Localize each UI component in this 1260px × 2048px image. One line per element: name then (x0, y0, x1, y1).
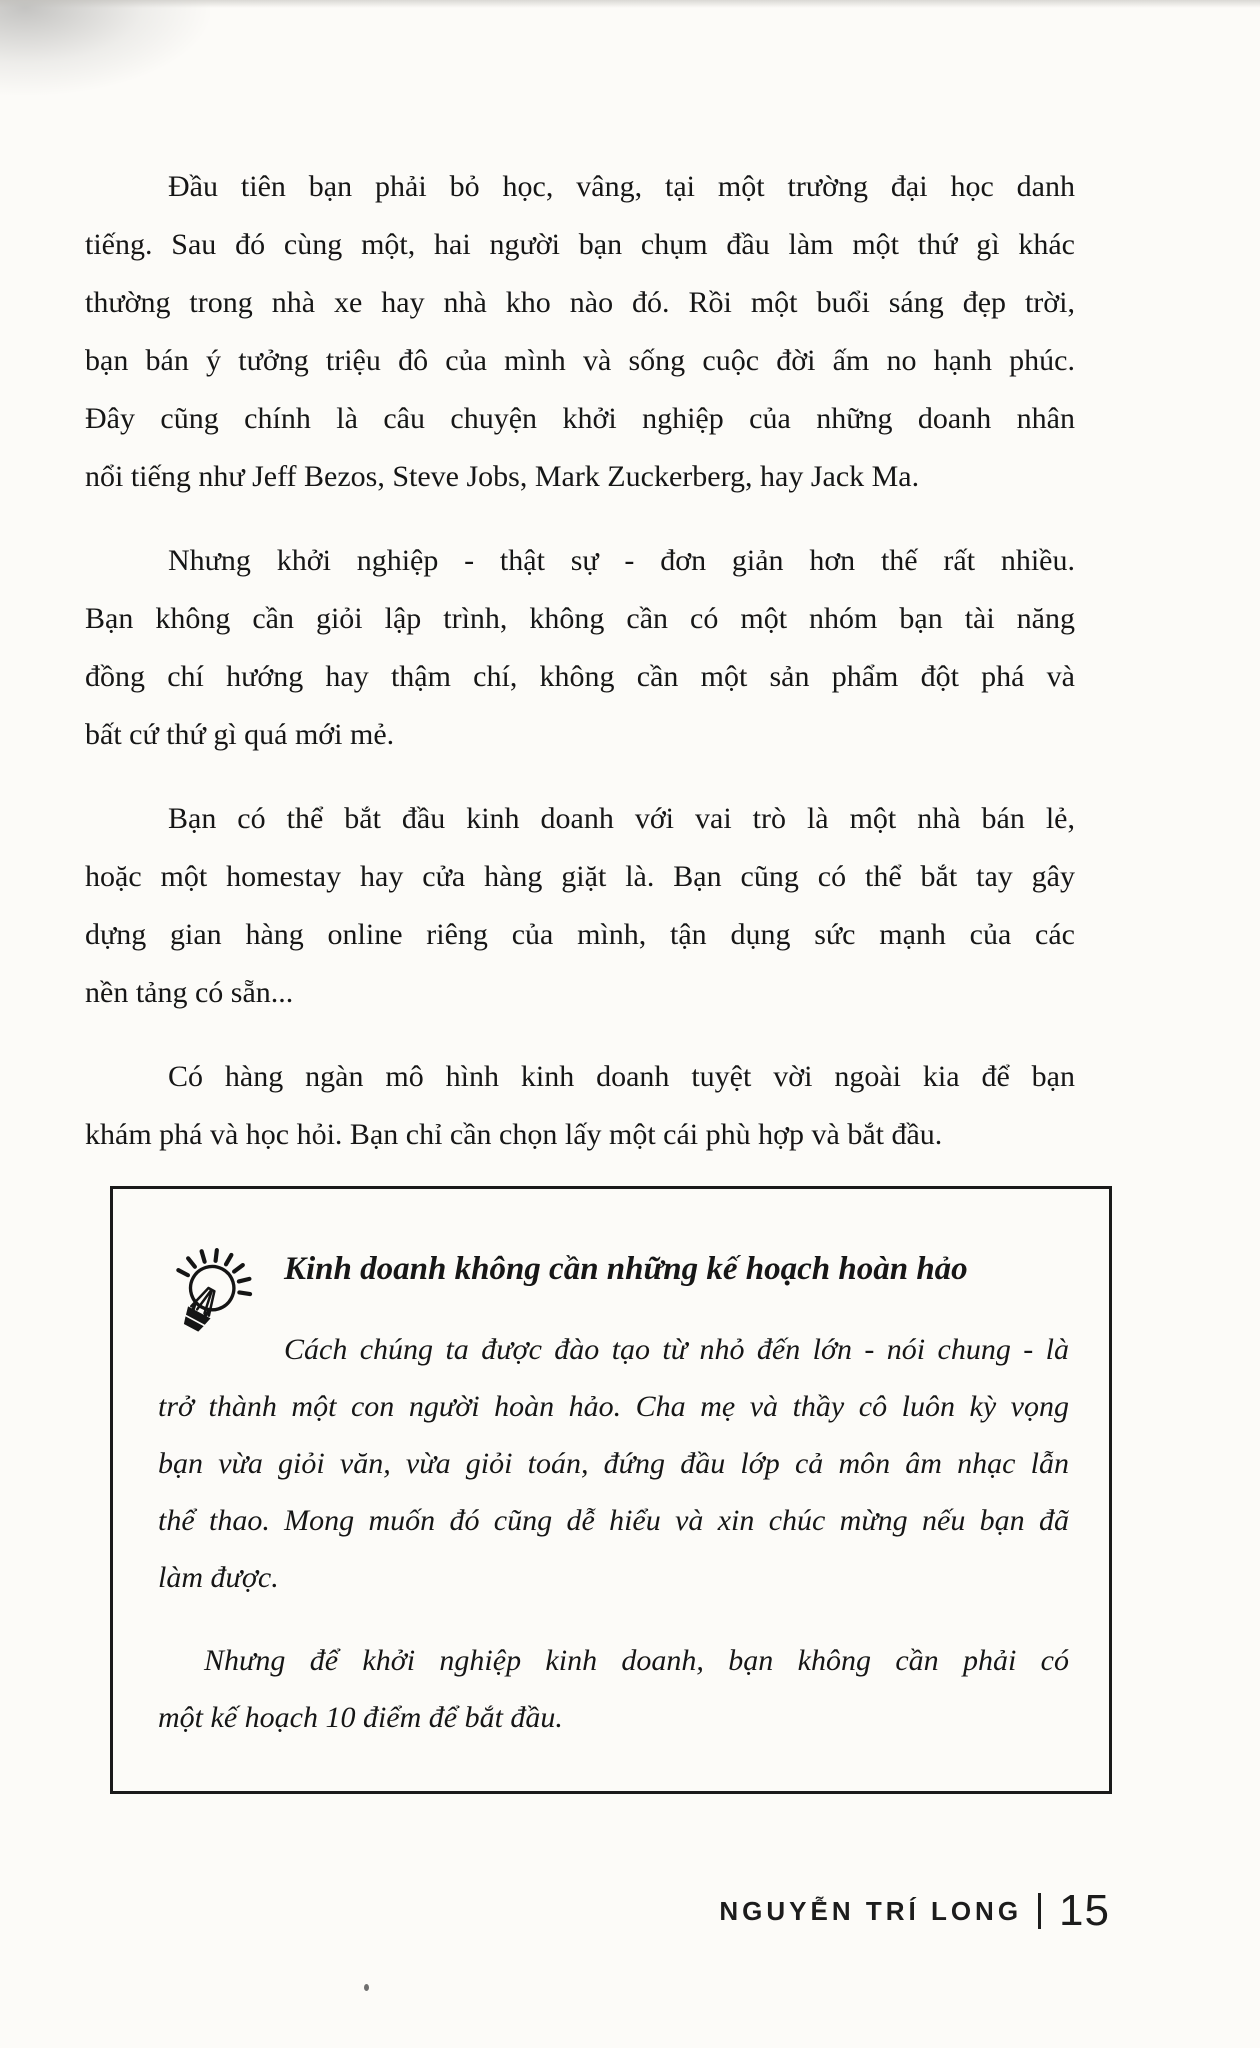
scan-dot-artifact (364, 1984, 369, 1991)
paragraph-4 (85, 1048, 1075, 1164)
text-line: Đầu tiên bạn phải bỏ học, vâng, tại một trường đại học danh (168, 170, 1075, 203)
text-line: khám phá và học hỏi. Bạn chỉ cần chọn lấy một cái phù hợp và bắt đầu. (85, 1118, 943, 1151)
tip-box (110, 1186, 1112, 1794)
text-line: làm được. (158, 1561, 279, 1594)
text-line: hoặc một homestay hay cửa hàng giặt là. Bạn cũng có thể bắt tay gây (85, 860, 1075, 893)
footer-separator (1038, 1893, 1041, 1929)
text-line: Nhưng khởi nghiệp - thật sự - đơn giản hơn thế rất nhiều. (168, 544, 1075, 577)
text-line: bất cứ thứ gì quá mới mẻ. (85, 718, 395, 751)
text-line: Bạn có thể bắt đầu kinh doanh với vai trò là một nhà bán lẻ, (168, 802, 1075, 835)
scan-smudge (0, 0, 210, 95)
scan-edge-shadow (0, 0, 1260, 8)
text-line: đồng chí hướng hay thậm chí, không cần một sản phẩm đột phá và (85, 660, 1075, 693)
text-line: bạn bán ý tưởng triệu đô của mình và sống cuộc đời ấm no hạnh phúc. (85, 344, 1075, 377)
paragraph-1 (85, 158, 1075, 506)
tip-paragraph-2 (158, 1632, 1069, 1746)
text-line: nổi tiếng như Jeff Bezos, Steve Jobs, Mark Zuckerberg, hay Jack Ma. (85, 460, 920, 493)
text-line: một kế hoạch 10 điểm để bắt đầu. (158, 1701, 563, 1734)
text-line: thể thao. Mong muốn đó cũng dễ hiểu và xin chúc mừng nếu bạn đã (158, 1504, 1069, 1537)
paragraph-2 (85, 532, 1075, 764)
text-line: nền tảng có sẵn... (85, 976, 294, 1009)
page-number: 15 (1059, 1886, 1110, 1935)
page-footer (719, 1886, 1110, 1936)
text-line: Cách chúng ta được đào tạo từ nhỏ đến lớn - nói chung - là (284, 1333, 1069, 1366)
text-line: Bạn không cần giỏi lập trình, không cần có một nhóm bạn tài năng (85, 602, 1075, 635)
text-line: thường trong nhà xe hay nhà kho nào đó. Rồi một buổi sáng đẹp trời, (85, 286, 1075, 319)
author-name: NGUYỄN TRÍ LONG (719, 1895, 1023, 1926)
text-line: tiếng. Sau đó cùng một, hai người bạn chụm đầu làm một thứ gì khác (85, 228, 1075, 261)
tip-box-heading: Kinh doanh không cần những kế hoạch hoàn hảo (284, 1251, 968, 1287)
lightbulb-icon (158, 1239, 258, 1361)
body-text (85, 158, 1075, 1164)
text-line: dựng gian hàng online riêng của mình, tận dụng sức mạnh của các (85, 918, 1075, 951)
text-line: Nhưng để khởi nghiệp kinh doanh, bạn không cần phải có (204, 1644, 1069, 1677)
tip-paragraph-1 (158, 1321, 1069, 1606)
paragraph-3 (85, 790, 1075, 1022)
text-line: Có hàng ngàn mô hình kinh doanh tuyệt vời ngoài kia để bạn (168, 1060, 1075, 1093)
text-line: trở thành một con người hoàn hảo. Cha mẹ và thầy cô luôn kỳ vọng (158, 1390, 1069, 1423)
text-line: bạn vừa giỏi văn, vừa giỏi toán, đứng đầu lớp cả môn âm nhạc lẫn (158, 1447, 1069, 1480)
text-line: Đây cũng chính là câu chuyện khởi nghiệp của những doanh nhân (85, 402, 1075, 435)
